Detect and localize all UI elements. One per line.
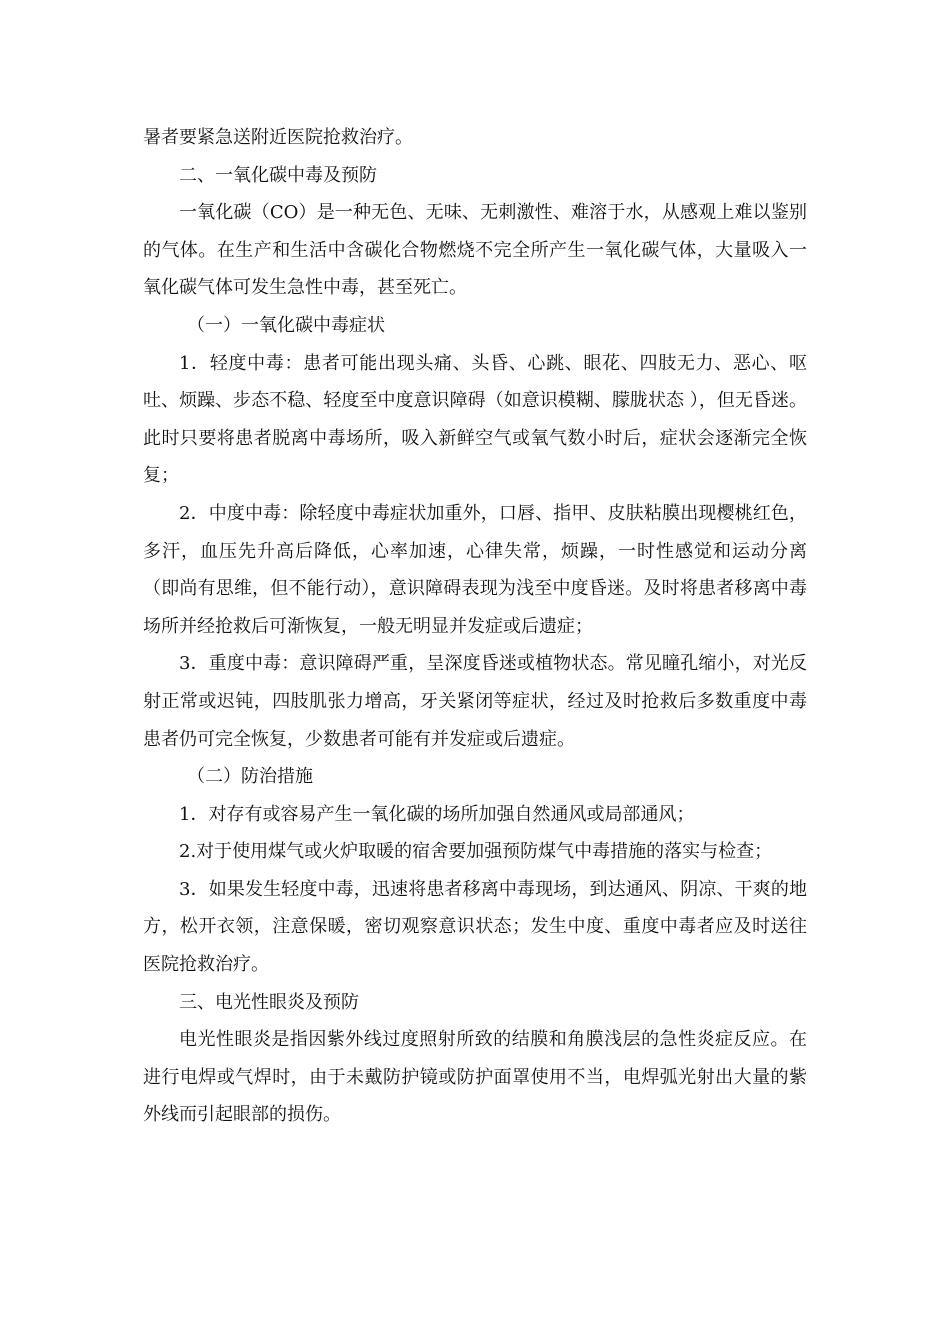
subheading-co-symptoms: （一）一氧化碳中毒症状 <box>187 314 385 336</box>
paragraph-mild-poisoning: 1．轻度中毒：患者可能出现头痛、头昏、心跳、眼花、四肢无力、恶心、呕吐、烦躁、步态不稳、轻度至中度意识障碍（如意识模糊、朦胧状态 ），但无昏迷。此时只要将患者脱离中毒场所，吸入新鲜空气或氧气数小时后，症状会逐渐完全恢复； <box>143 352 807 487</box>
paragraph-electric-ophthalmia-intro: 电光性眼炎是指因紫外线过度照射所致的结膜和角膜浅层的急性炎症反应。在进行电焊或气焊时，由于未戴防护镜或防护面罩使用不当，电焊弧光射出大量的紫外线而引起眼部的损伤。 <box>143 1029 807 1126</box>
subheading-prevention-measures: （二）防治措施 <box>187 766 313 788</box>
section-heading-electric-ophthalmia: 三、电光性眼炎及预防 <box>179 991 359 1013</box>
paragraph-measure-1: 1．对存有或容易产生一氧化碳的场所加强自然通风或局部通风； <box>179 803 695 825</box>
paragraph-severe-poisoning: 3．重度中毒：意识障碍严重，呈深度昏迷或植物状态。常见瞳孔缩小，对光反射正常或迟钝，四肢肌张力增高，牙关紧闭等症状，经过及时抢救后多数重度中毒患者仍可完全恢复，少数患者可能有并发症或后遗症。 <box>143 653 807 750</box>
paragraph-co-intro: 一氧化碳（CO）是一种无色、无味、无刺激性、难溶于水，从感观上难以鉴别的气体。在生产和生活中含碳化合物燃烧不完全所产生一氧化碳气体，大量吸入一氧化碳气体可发生急性中毒，甚至死亡。 <box>143 202 807 299</box>
document-body <box>143 119 807 1134</box>
paragraph-moderate-poisoning: 2．中度中毒：除轻度中毒症状加重外，口唇、指甲、皮肤粘膜出现樱桃红色，多汗，血压先升高后降低，心率加速，心律失常，烦躁，一时性感觉和运动分离（即尚有思维，但不能行动），意识障碍表现为浅至中度昏迷。及时将患者移离中毒场所并经抢救后可渐恢复，一般无明显并发症或后遗症； <box>143 502 807 637</box>
paragraph-measure-2: 2.对于使用煤气或火炉取暖的宿舍要加强预防煤气中毒措施的落实与检查； <box>179 841 773 863</box>
paragraph-measure-3: 3．如果发生轻度中毒，迅速将患者移离中毒现场，到达通风、阴凉、干爽的地方，松开衣领，注意保暖，密切观察意识状态；发生中度、重度中毒者应及时送往医院抢救治疗。 <box>143 878 807 976</box>
section-heading-co-poisoning: 二、一氧化碳中毒及预防 <box>179 164 377 186</box>
paragraph-heatstroke-continuation: 暑者要紧急送附近医院抢救治疗。 <box>143 127 413 148</box>
